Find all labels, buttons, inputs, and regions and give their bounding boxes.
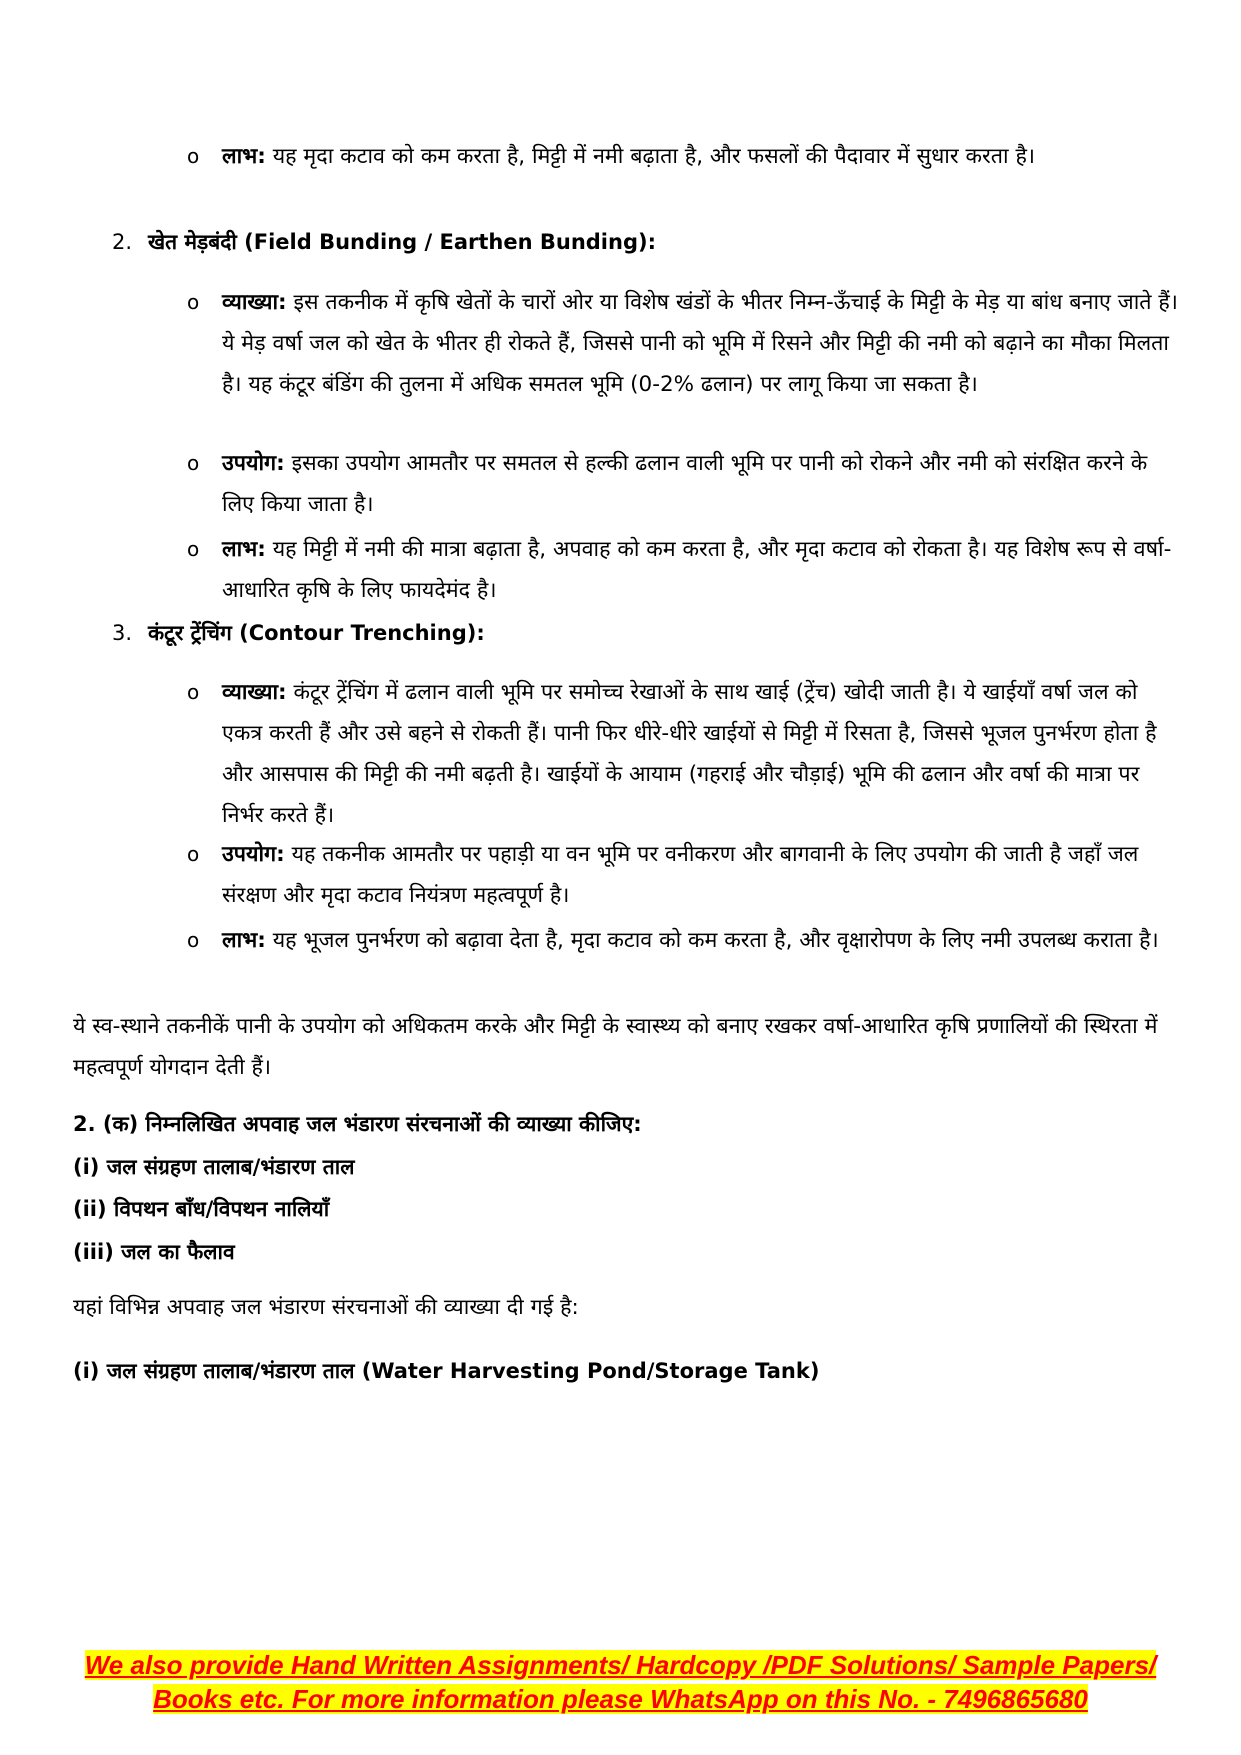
use-text: इसका उपयोग आमतौर पर समतल से हल्की ढलान वाली भूमि पर पानी को रोकने और नमी को संरक्षित करने के लिए किया जाता है। xyxy=(222,451,1148,517)
answer-heading-english: (Water Harvesting Pond/Storage Tank) xyxy=(354,1359,820,1383)
benefit-label: लाभ: xyxy=(222,144,266,169)
conclusion-paragraph: ये स्व-स्थाने तकनीकें पानी के उपयोग को अधिकतम करके और मिट्टी के स्वास्थ्य को बनाए रखकर वर्षा-आधारित कृषि प्रणालियों की स्थिरता में महत्वपूर्ण योगदान देती हैं। xyxy=(73,1014,1158,1080)
item-title-english: (Field Bunding / Earthen Bunding): xyxy=(236,230,656,254)
item3-benefit xyxy=(187,920,1182,961)
item-title-hindi: खेत मेड़बंदी xyxy=(148,230,237,254)
item2-heading xyxy=(112,222,1112,263)
use-text: यह तकनीक आमतौर पर पहाड़ी या वन भूमि पर वनीकरण और बागवानी के लिए उपयोग की जाती है जहाँ जल संरक्षण और मृदा कटाव नियंत्रण महत्वपूर्ण है। xyxy=(222,842,1139,908)
answer-heading-hindi: (i) जल संग्रहण तालाब/भंडारण ताल xyxy=(73,1359,355,1383)
explain-label: व्याख्या: xyxy=(222,290,287,315)
item2-explanation xyxy=(187,282,1182,405)
answer-intro: यहां विभिन्न अपवाह जल भंडारण संरचनाओं की व्याख्या दी गई है: xyxy=(73,1295,579,1320)
question-part-2: (ii) विपथन बाँध/विपथन नालियाँ xyxy=(73,1197,330,1221)
bullet-icon: o xyxy=(187,451,200,475)
item3-use xyxy=(187,834,1182,916)
bullet-icon: o xyxy=(187,680,200,704)
benefit-text: यह मृदा कटाव को कम करता है, मिट्टी में नमी बढ़ाता है, और फसलों की पैदावार में सुधार करता है। xyxy=(265,144,1036,169)
item2-use xyxy=(187,443,1182,525)
item-number: 2. xyxy=(112,230,133,254)
explain-text: इस तकनीक में कृषि खेतों के चारों ओर या विशेष खंडों के भीतर निम्न-ऊँचाई के मिट्टी के मेड़ या बांध बनाए जाते हैं। ये मेड़ वर्षा जल को खेत के भीतर ही रोकते हैं, जिससे पानी को भूमि में रिसने और मिट्टी की नमी को बढ़ाने का मौका मिलता है। यह कंटूर बंडिंग की तुलना में अधिक समतल भूमि (0-2% ढलान) पर लागू किया जा सकता है। xyxy=(222,290,1178,397)
answer-heading xyxy=(73,1351,1173,1392)
bullet-icon: o xyxy=(187,928,200,952)
bullet-icon: o xyxy=(187,290,200,314)
question-title: 2. (क) निम्नलिखित अपवाह जल भंडारण संरचनाओं की व्याख्या कीजिए: xyxy=(73,1112,642,1136)
bullet-icon: o xyxy=(187,537,200,561)
item3-explanation xyxy=(187,672,1182,836)
item-title-hindi: कंटूर ट्रेंचिंग xyxy=(148,621,232,645)
item3-heading xyxy=(112,613,1112,654)
benefit-label: लाभ: xyxy=(222,537,266,562)
explain-label: व्याख्या: xyxy=(222,680,287,705)
benefit-label: लाभ: xyxy=(222,928,266,953)
bullet-icon: o xyxy=(187,842,200,866)
promo-footer xyxy=(60,1648,1181,1716)
question-part-3: (iii) जल का फैलाव xyxy=(73,1240,235,1264)
benefit-text: यह भूजल पुनर्भरण को बढ़ावा देता है, मृदा कटाव को कम करता है, और वृक्षारोपण के लिए नमी उपलब्ध कराता है। xyxy=(265,928,1159,953)
item2-benefit xyxy=(187,529,1182,611)
promo-line-2: Books etc. For more information please WhatsApp on this No. - 7496865680 xyxy=(153,1684,1088,1714)
benefit-text: यह मिट्टी में नमी की मात्रा बढ़ाता है, अपवाह को कम करता है, और मृदा कटाव को रोकता है। यह विशेष रूप से वर्षा-आधारित कृषि के लिए फायदेमंद है। xyxy=(222,537,1172,603)
item1-benefit xyxy=(187,136,1182,177)
use-label: उपयोग: xyxy=(222,451,285,476)
use-label: उपयोग: xyxy=(222,842,285,867)
item-title-english: (Contour Trenching): xyxy=(231,621,485,645)
explain-text: कंटूर ट्रेंचिंग में ढलान वाली भूमि पर समोच्च रेखाओं के साथ खाई (ट्रेंच) खोदी जाती है। ये खाईयाँ वर्षा जल को एकत्र करती हैं और उसे बहने से रोकती हैं। पानी फिर धीरे-धीरे खाईयों से मिट्टी में रिसता है, जिससे भूजल पुनर्भरण होता है और आसपास की मिट्टी की नमी बढ़ती है। खाईयों के आयाम (गहराई और चौड़ाई) भूमि की ढलान और वर्षा की मात्रा पर निर्भर करते हैं। xyxy=(222,680,1157,828)
question-part-1: (i) जल संग्रहण तालाब/भंडारण ताल xyxy=(73,1155,355,1179)
item-number: 3. xyxy=(112,621,133,645)
promo-line-1: We also provide Hand Written Assignments/ Hardcopy /PDF Solutions/ Sample Papers/ xyxy=(84,1650,1157,1680)
bullet-icon: o xyxy=(187,144,200,168)
